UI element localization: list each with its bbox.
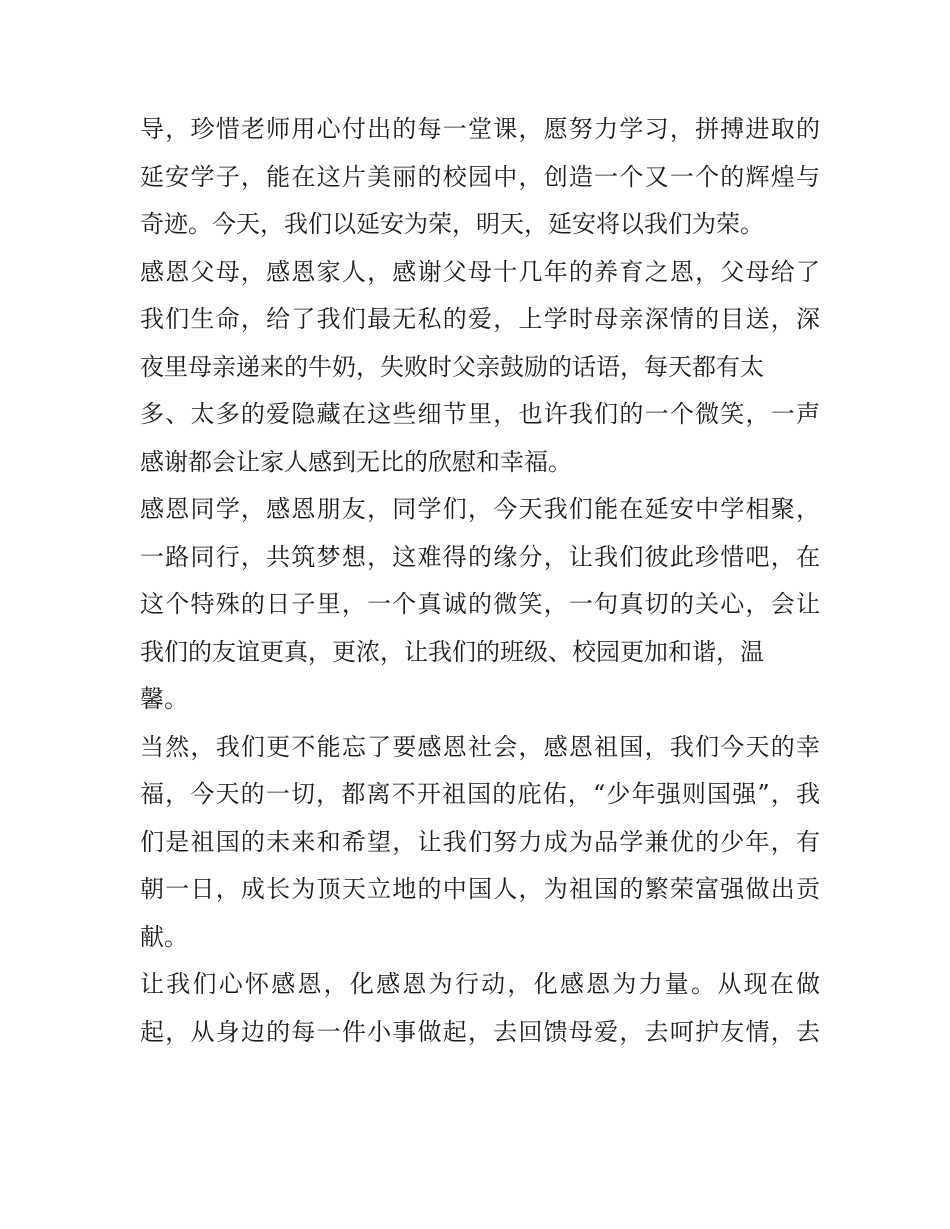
text-line: 奇迹。今天，我们以延安为荣，明天，延安将以我们为荣。: [140, 210, 764, 238]
text-line: 让我们心怀感恩，化感恩为行动，化感恩为力量。从现在做: [140, 970, 820, 998]
text-line: 多、太多的爱隐藏在这些细节里，也许我们的一个微笑，一声: [140, 400, 820, 428]
text-line: 当然，我们更不能忘了要感恩社会，感恩祖国，我们今天的幸: [140, 732, 820, 761]
text-line: 导，珍惜老师用心付出的每一堂课，愿努力学习，拼搏进取的: [140, 115, 820, 143]
text-line: 感恩同学，感恩朋友，同学们，今天我们能在延安中学相聚，: [140, 495, 820, 523]
text-line: 朝一日，成长为顶天立地的中国人，为祖国的繁荣富强做出贡: [140, 875, 820, 903]
text-line: 一路同行，共筑梦想，这难得的缘分，让我们彼此珍惜吧，在: [140, 542, 820, 571]
text-line: 感谢都会让家人感到无比的欣慰和幸福。: [140, 447, 572, 476]
text-line: 我们的友谊更真，更浓，让我们的班级、校园更加和谐，温: [140, 637, 764, 666]
text-line: 这个特殊的日子里，一个真诚的微笑，一句真切的关心，会让: [140, 590, 820, 618]
text-line: 起，从身边的每一件小事做起，去回馈母爱，去呵护友情，去: [140, 1017, 820, 1046]
text-line: 感恩父母，感恩家人，感谢父母十几年的养育之恩，父母给了: [140, 257, 820, 286]
text-line: 献。: [140, 922, 188, 951]
text-line: 延安学子，能在这片美丽的校园中，创造一个又一个的辉煌与: [140, 162, 820, 191]
text-line: 我们生命，给了我们最无私的爱，上学时母亲深情的目送，深: [140, 305, 820, 333]
text-line: 夜里母亲递来的牛奶，失败时父亲鼓励的话语，每天都有太: [140, 352, 764, 381]
text-line: 们是祖国的未来和希望，让我们努力成为品学兼优的少年，有: [140, 827, 820, 856]
body-text: [140, 106, 820, 1056]
text-line: 馨。: [140, 685, 188, 713]
text-line: 福，今天的一切，都离不开祖国的庇佑，“少年强则国强”，我: [140, 780, 820, 808]
